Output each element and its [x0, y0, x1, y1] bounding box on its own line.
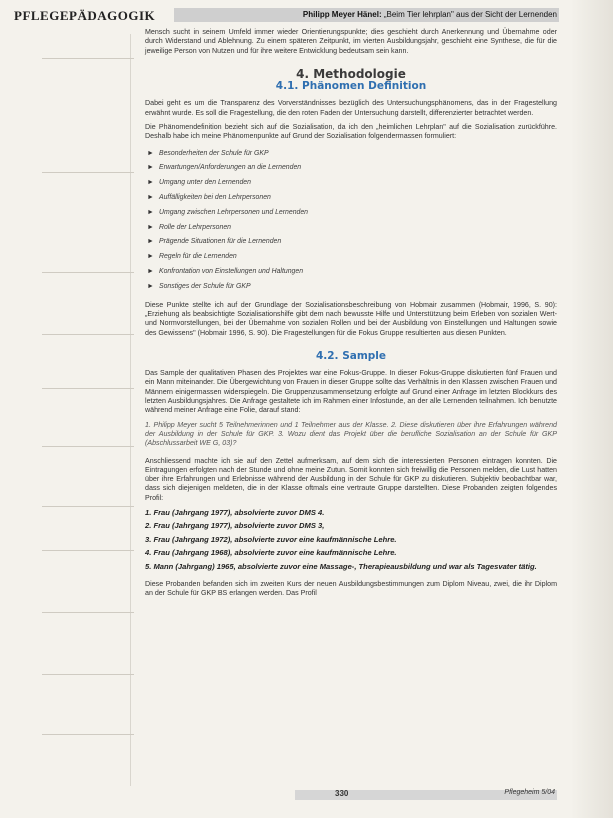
margin-rule — [42, 506, 134, 507]
list-item: 1. Frau (Jahrgang 1977), absolvierte zuvor DMS 4. — [145, 507, 325, 517]
page-footer — [145, 788, 557, 802]
margin-rule — [42, 272, 134, 273]
body-paragraph: Die Phänomendefinition bezieht sich auf die Sozialisation, da ich den „heimlichen Lehrplan" auf die Sozialisation zurückführe. Deshalb habe ich meine Phänomenpunkte auf Grund der Sozialisation folgendermassen formuliert: — [145, 123, 557, 141]
list-item: 2. Frau (Jahrgang 1977), absolvierte zuvor DMS 3, — [145, 521, 325, 531]
arrow-bullet-icon: ► — [147, 164, 154, 172]
page-number: 330 — [335, 789, 349, 798]
arrow-bullet-icon: ► — [147, 238, 154, 246]
list-item: 3. Frau (Jahrgang 1972), absolvierte zuvor eine kaufmännische Lehre. — [145, 534, 397, 544]
list-item: ► Prägende Situationen für die Lernenden — [145, 235, 557, 250]
subsection-title-sample: 4.2. Sample — [315, 349, 387, 362]
margin-rule — [42, 58, 134, 59]
running-title — [303, 8, 559, 22]
page-header — [14, 6, 559, 26]
list-item: ► Erwartungen/Anforderungen an die Lernenden — [145, 161, 557, 176]
section-title: 4. Methodologie — [296, 66, 406, 81]
phenomenon-list — [145, 147, 557, 295]
subsection-title-phenomenon: 4.1. Phänomen Definition — [275, 80, 427, 93]
list-item: ► Sonstiges der Schule für GKP — [145, 280, 557, 295]
arrow-bullet-icon: ► — [147, 208, 154, 216]
journal-issue: Pflegeheim 5/04 — [504, 789, 555, 796]
arrow-bullet-icon: ► — [147, 253, 154, 261]
page-edge-shadow — [570, 0, 613, 818]
list-item: ► Konfrontation von Einstellungen und Haltungen — [145, 265, 557, 280]
article-body — [145, 28, 557, 603]
margin-sidebar — [26, 34, 131, 786]
running-author: Philipp Meyer Hänel: — [302, 10, 382, 19]
margin-rule — [42, 172, 134, 173]
arrow-bullet-icon: ► — [147, 282, 154, 290]
margin-rule — [42, 334, 134, 335]
running-article-title: „Beim Tier lehrplan" aus der Sicht der Lernenden — [383, 10, 557, 19]
margin-rule — [42, 734, 134, 735]
journal-brand: PFLEGEPÄDAGOGIK — [14, 8, 156, 23]
margin-rule — [42, 612, 134, 613]
list-item: ► Regeln für die Lernenden — [145, 250, 557, 265]
body-paragraph: Diese Probanden befanden sich im zweiten Kurs der neuen Ausbildungsbestimmungen zum Diplom Niveau, zwei, die ihr Diplom an der Schule für GKP BS erlangen werden. Das Profil — [145, 579, 557, 597]
margin-rule — [42, 446, 134, 447]
body-paragraph: Anschliessend machte ich sie auf den Zettel aufmerksam, auf dem sich die interessierten Personen eintragen konnten. Die Eintragungen erfolgten nach der Stunde und ohne meine Zutun. Somit konnten sich freiwillig die Personen melden, die Lust hatten über ihre Erfahrungen und Erlebnisse während der Ausbildung in der Schule für GKP zu diskutieren. Subjektiv beobachtbar war, dass sich diejenigen meldeten, die in der Klasse oftmals eine vertraute Gruppe darstellten. Diese Probanden zeigten folgendes Profil: — [145, 456, 557, 502]
arrow-bullet-icon: ► — [147, 223, 154, 231]
arrow-bullet-icon: ► — [147, 268, 154, 276]
body-paragraph: Diese Punkte stellte ich auf der Grundlage der Sozialisationsbeschreibung von Hobmair zusammen (Hobmair, 1996, S. 90): „Erziehung als beabsichtigte Sozialisationshilfe gibt dem nach bewusste Hilfe und Unterstützung beim Erleben von sozialen Wert- und Normvorstellungen, bei der Übernahme von sozialen Rollen und bei der Ausbildung von Einstellungen und Haltungen sowie des Gewissens" (Hobmair 1996, S. 90). Die Fragestellungen für die Fokus Gruppe resultierten aus diesen Punkten. — [145, 300, 557, 337]
margin-rule — [42, 388, 134, 389]
margin-rule — [42, 674, 134, 675]
slide-quote: 1. Philipp Meyer sucht 5 Teilnehmerinnen und 1 Teilnehmer aus der Klasse. 2. Diese diskutieren über ihre Erfahrungen während der Ausbildung in der Schule für GKP. 3. Wozu dient das Projekt über die berufliche Sozialisation an der Schule für GKP (Abschlussarbeit WE G, 03)? — [145, 420, 557, 448]
arrow-bullet-icon: ► — [147, 194, 154, 202]
list-item: ► Besonderheiten der Schule für GKP — [145, 147, 557, 162]
intro-paragraph: Mensch sucht in seinem Umfeld immer wieder Orientierungspunkte; dies geschieht durch Anerkennung und Übernahme oder durch Widerstand und Ablehnung. Zu einem späteren Zeitpunkt, im vierten Ausbildungsjahr, geschieht eine Synthese, die für die jeweilige Person von Nutzen und für ihre weitere Entwicklung bedeutsam sein kann. — [145, 28, 557, 55]
margin-rule — [42, 550, 134, 551]
list-item: ► Rolle der Lehrpersonen — [145, 221, 557, 236]
list-item: ► Umgang unter den Lernenden — [145, 176, 557, 191]
list-item: ► Auffälligkeiten bei den Lehrpersonen — [145, 191, 557, 206]
list-item: 5. Mann (Jahrgang) 1965, absolvierte zuvor eine Massage-, Therapieausbildung und war als Tagesvater tätig. — [145, 561, 537, 571]
body-paragraph: Dabei geht es um die Transparenz des Vorverständnisses bezüglich des Untersuchungsphänomens, das in der Fragestellung erwähnt wurde. Es soll die Fragestellung, die den roten Faden der Untersuchung darstellt, differenzierter betrachtet werden. — [145, 99, 557, 117]
list-item: ► Umgang zwischen Lehrpersonen und Lernenden — [145, 206, 557, 221]
arrow-bullet-icon: ► — [147, 149, 154, 157]
body-paragraph: Das Sample der qualitativen Phasen des Projektes war eine Fokus-Gruppe. In dieser Fokus-Gruppe diskutierten fünf Frauen und ein Mann miteinander. Die Übergewichtung von Frauen in dieser Gruppe sollte das Verhältnis in den Klassen zwischen Frauen und Männern einigermassen widerspiegeln. Die Gruppenzusammensetzung erfolgte auf Grund einer Anfrage im letzten Blockkurs des letzten Ausbildungsjahres. Die Anfrage gestaltete ich im Rahmen einer Infostunde, an der alle Lernenden teilnahmen. Ich benutzte während meiner Anfrage eine Folie, darauf stand: — [145, 369, 557, 415]
list-item: 4. Frau (Jahrgang 1968), absolvierte zuvor eine kaufmännische Lehre. — [145, 548, 397, 558]
participant-list — [145, 508, 557, 572]
header-bar — [174, 8, 559, 22]
arrow-bullet-icon: ► — [147, 179, 154, 187]
